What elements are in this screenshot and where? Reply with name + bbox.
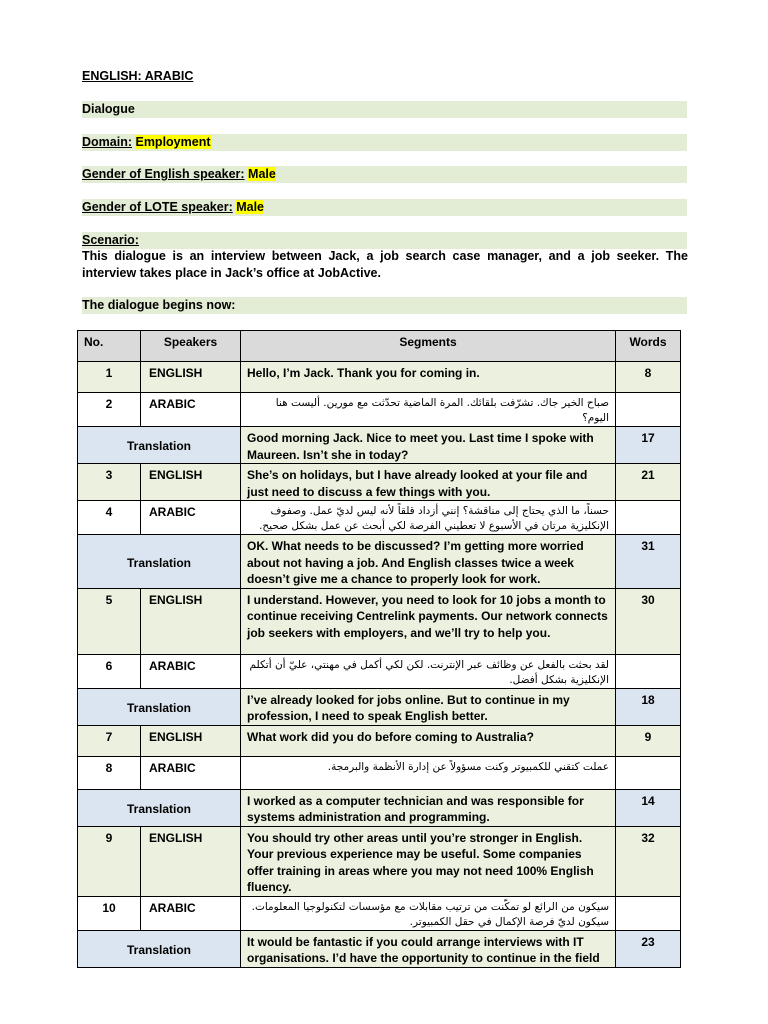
- table-row: [78, 393, 681, 427]
- row-no: 5: [78, 588, 141, 654]
- document-heading: ENGLISH: ARABIC: [82, 69, 194, 83]
- row-speaker: Translation: [78, 535, 241, 589]
- scenario-band: [82, 232, 687, 249]
- table-row: [78, 756, 681, 789]
- row-no: 9: [78, 826, 141, 896]
- row-words: [616, 654, 681, 688]
- row-speaker: Translation: [78, 427, 241, 464]
- row-words: 8: [616, 362, 681, 393]
- row-segment: عملت كتقني للكمبيوتر وكنت مسؤولاً عن إدارة الأنظمة والبرمجة.: [241, 756, 616, 789]
- row-words: 9: [616, 725, 681, 756]
- table-row: [78, 725, 681, 756]
- gender-en-line: [82, 167, 276, 181]
- scenario-label: Scenario:: [82, 233, 139, 247]
- row-speaker: Translation: [78, 789, 241, 826]
- row-no: 2: [78, 393, 141, 427]
- row-words: 30: [616, 588, 681, 654]
- gender-lote-label: Gender of LOTE speaker:: [82, 200, 233, 214]
- table-row: [78, 427, 681, 464]
- row-words: [616, 896, 681, 930]
- row-segment: I’ve already looked for jobs online. But to continue in my profession, I need to speak English better.: [241, 688, 616, 725]
- table-row: [78, 362, 681, 393]
- table-row: [78, 826, 681, 896]
- row-words: 31: [616, 535, 681, 589]
- table-row: [78, 789, 681, 826]
- header-no: No.: [78, 331, 141, 362]
- table-row: [78, 464, 681, 501]
- row-segment: لقد بحثت بالفعل عن وظائف عبر الإنترنت. لكن لكي أكمل في مهنتي، عليّ أن أتكلم الإنكليزية بشكل أفضل.: [241, 654, 616, 688]
- header-words: Words: [616, 331, 681, 362]
- header-segments: Segments: [241, 331, 616, 362]
- row-segment: صباح الخير جاك. تشرّفت بلقائك. المرة الماضية تحدّثت مع مورين. أليست هنا اليوم؟: [241, 393, 616, 427]
- row-words: [616, 393, 681, 427]
- row-speaker: ENGLISH: [141, 464, 241, 501]
- table-row: [78, 588, 681, 654]
- row-speaker: ENGLISH: [141, 725, 241, 756]
- row-segment: Hello, I’m Jack. Thank you for coming in.: [241, 362, 616, 393]
- row-no: 8: [78, 756, 141, 789]
- table-row: [78, 535, 681, 589]
- row-words: 21: [616, 464, 681, 501]
- row-words: 14: [616, 789, 681, 826]
- row-speaker: ENGLISH: [141, 826, 241, 896]
- row-no: 7: [78, 725, 141, 756]
- row-speaker: ARABIC: [141, 896, 241, 930]
- row-speaker: ARABIC: [141, 501, 241, 535]
- row-speaker: ARABIC: [141, 393, 241, 427]
- row-no: 6: [78, 654, 141, 688]
- row-words: 17: [616, 427, 681, 464]
- scenario-text: This dialogue is an interview between Jack, a job search case manager, and a job seeker. The interview takes place in Jack’s office at JobActive.: [82, 249, 688, 280]
- domain-line: [82, 135, 211, 149]
- table-row: [78, 501, 681, 535]
- gender-en-value: Male: [248, 167, 276, 181]
- table-row: [78, 654, 681, 688]
- row-words: 23: [616, 930, 681, 967]
- domain-label: Domain:: [82, 135, 132, 149]
- row-segment: You should try other areas until you’re stronger in English. Your previous experience may be useful. Some companies offer training in areas where you may not need 100% English fluency.: [241, 826, 616, 896]
- row-speaker: ENGLISH: [141, 362, 241, 393]
- row-speaker: Translation: [78, 930, 241, 967]
- row-segment: What work did you do before coming to Australia?: [241, 725, 616, 756]
- dialogue-table: [77, 330, 681, 968]
- row-segment: I understand. However, you need to look for 10 jobs a month to continue receiving Centrelink payments. Our network connects job seekers with employers, and we’ll try to help you.: [241, 588, 616, 654]
- table-row: [78, 896, 681, 930]
- row-segment: It would be fantastic if you could arrange interviews with IT organisations. I’d have the opportunity to continue in the field: [241, 930, 616, 967]
- section-title: Dialogue: [82, 102, 135, 116]
- row-segment: OK. What needs to be discussed? I’m getting more worried about not having a job. And English classes twice a week doesn’t give me a chance to properly look for work.: [241, 535, 616, 589]
- row-segment: حسناً، ما الذي يحتاج إلى مناقشة؟ إنني أزداد قلقاً لأنه ليس لديّ عمل. وصفوف الإنكليزية مرتان في الأسبوع لا تعطيني الفرصة لكي أبحث عن عمل بشكل صحيح.: [241, 501, 616, 535]
- row-no: 10: [78, 896, 141, 930]
- row-no: 4: [78, 501, 141, 535]
- row-segment: Good morning Jack. Nice to meet you. Last time I spoke with Maureen. Isn’t she in today?: [241, 427, 616, 464]
- row-segment: She’s on holidays, but I have already looked at your file and just need to discuss a few things with you.: [241, 464, 616, 501]
- gender-lote-line: [82, 200, 264, 214]
- table-row: [78, 688, 681, 725]
- row-speaker: ARABIC: [141, 654, 241, 688]
- row-segment: سيكون من الرائع لو تمكّنت من ترتيب مقابلات مع مؤسسات لتكنولوجيا المعلومات. سيكون لديّ فرصة الإكمال في حقل الكمبيوتر.: [241, 896, 616, 930]
- row-words: 18: [616, 688, 681, 725]
- row-speaker: ENGLISH: [141, 588, 241, 654]
- row-words: [616, 501, 681, 535]
- row-no: 1: [78, 362, 141, 393]
- gender-lote-value: Male: [236, 200, 265, 214]
- table-header-row: [78, 331, 681, 362]
- section-band: [82, 101, 687, 118]
- row-no: 3: [78, 464, 141, 501]
- row-words: [616, 756, 681, 789]
- domain-value: Employment: [135, 135, 211, 149]
- row-speaker: Translation: [78, 688, 241, 725]
- gender-en-label: Gender of English speaker:: [82, 167, 245, 181]
- row-words: 32: [616, 826, 681, 896]
- row-speaker: ARABIC: [141, 756, 241, 789]
- dialogue-begins: The dialogue begins now:: [82, 298, 236, 312]
- header-speakers: Speakers: [141, 331, 241, 362]
- row-segment: I worked as a computer technician and was responsible for systems administration and programming.: [241, 789, 616, 826]
- table-row: [78, 930, 681, 967]
